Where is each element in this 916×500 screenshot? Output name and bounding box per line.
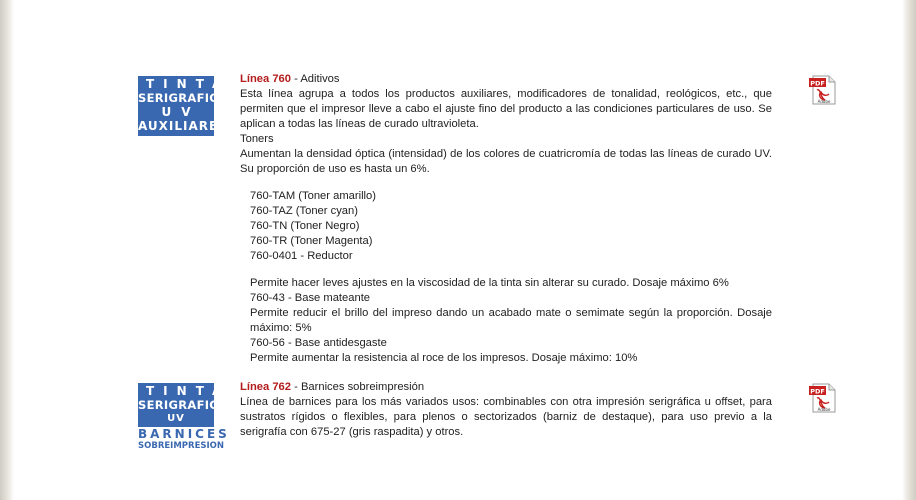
product-item-taz: 760-TAZ (Toner cyan) [250,205,358,217]
entry-linea-762 [240,380,772,440]
pdf-download-icon[interactable] [807,74,839,106]
logo-line-serigrafica: SERIGRAFICA [138,398,228,412]
note-reductor: Permite hacer leves ajustes en la viscosidad de la tinta sin alterar su curado. Dosaje máximo 6% [250,277,729,289]
logo-line-tinta: TINTA [146,77,231,91]
product-item-tam: 760-TAM (Toner amarillo) [250,190,376,202]
entry-title-row [240,380,772,395]
product-item-tn: 760-TN (Toner Negro) [250,220,360,232]
toners-description: Aumentan la densidad óptica (intensidad) de los colores de cuatricromía de todas las líneas de curado UV. Su proporción de uso es hasta un 6%. [240,148,772,175]
logo-line-uv: UV [167,413,185,424]
logo-line-barnices: BARNICES [138,427,230,441]
pdf-label: PDF [810,387,825,396]
product-item-tr: 760-TR (Toner Magenta) [250,235,373,247]
logo-line-auxiliares: AUXILIARES [138,119,228,133]
linea-760-title-link[interactable]: Línea 760 [240,73,291,85]
adobe-wordmark: Adobe [817,407,831,412]
logo-line-serigrafica: SERIGRAFICA [138,91,228,105]
note-base-mateante-desc: Permite reducir el brillo del impreso dando un acabado mate o semimate según la proporción. Dosaje máximo: 5% [250,307,772,334]
linea-760-intro: Esta línea agrupa a todos los productos auxiliares, modificadores de tonalidad, reológicos, etc., que permiten que el impresor lleve a cabo el ajuste fino del producto a las condiciones particulares de uso. Se aplican a todas las líneas de curado ultravioleta. [240,88,772,130]
linea-762-title-link[interactable]: Línea 762 [240,381,291,393]
note-base-mateante-code: 760-43 - Base mateante [250,292,371,304]
logo-line-tinta: TINTA [146,384,231,398]
entry-title-row [240,72,772,87]
notes-block [240,276,772,366]
page [14,0,902,500]
logo-tinta-serigrafica-uv-auxiliares [138,76,231,136]
adobe-wordmark: Adobe [817,99,831,104]
note-base-antidesgaste-code: 760-56 - Base antidesgaste [250,337,387,349]
pdf-label: PDF [810,79,825,88]
linea-762-intro: Línea de barnices para los más variados usos: combinables con otra impresión serigráfica u offset, para sustratos rígidos o flexibles, para plenos o sectorizados (barniz de destaque), para uso previo a la serigrafía con 675-27 (gris raspadita) y otros. [240,396,772,438]
note-base-antidesgaste-desc: Permite aumentar la resistencia al roce de los impresos. Dosaje máximo: 10% [250,352,638,364]
entry-linea-760 [240,72,772,366]
spacer [240,264,772,276]
product-item-reductor: 760-0401 - Reductor [250,250,353,262]
logo-line-uv: UV [161,105,201,119]
linea-760-subtitle: - Aditivos [291,73,340,85]
logo-tinta-serigrafica-uv-barnices [138,383,231,452]
product-list [240,189,772,264]
pdf-download-icon[interactable] [807,382,839,414]
pdf-file-icon [807,74,839,106]
spacer [240,177,772,189]
pdf-file-icon [807,382,839,414]
linea-762-subtitle: - Barnices sobreimpresión [291,381,425,393]
toners-heading: Toners [240,133,274,145]
logo-line-sobreimpresion: SOBREIMPRESION [138,441,225,451]
